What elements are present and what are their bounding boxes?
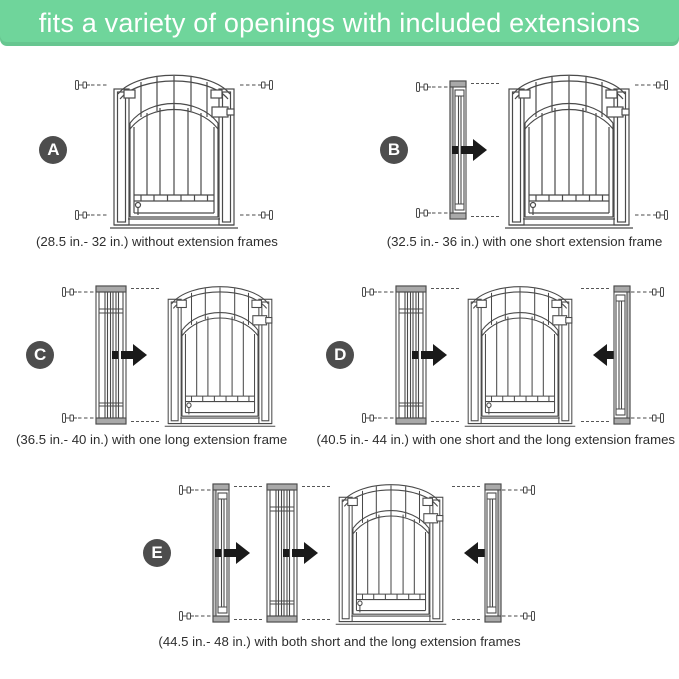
bolt-column (502, 484, 536, 622)
connector-dash (131, 421, 159, 422)
caption-a: (28.5 in.- 32 in.) without extension frames (36, 234, 278, 249)
connector-dash (302, 619, 330, 620)
pressure-bolt-icon (415, 81, 449, 93)
gate-illustration (163, 281, 277, 429)
junction-gap (230, 486, 266, 620)
junction-gap (467, 83, 503, 217)
header-banner (0, 0, 679, 46)
pressure-bolt-icon (61, 286, 95, 298)
pressure-bolt-icon (415, 207, 449, 219)
arrow-right-icon (283, 540, 319, 566)
caption-b: (32.5 in.- 36 in.) with one short extension frame (386, 234, 663, 249)
assembly-b (380, 68, 669, 232)
header-title: fits a variety of openings with included extensions (38, 7, 641, 38)
panel-a (36, 68, 278, 249)
junction-gap (448, 486, 484, 620)
badge-e: E (143, 539, 171, 567)
gate-illustration (503, 69, 635, 231)
bolt-column (178, 484, 212, 622)
pressure-bolt-icon (61, 412, 95, 424)
junction-gap (577, 288, 613, 422)
connector-dash (452, 486, 480, 487)
bolt-column (635, 79, 669, 221)
junction-gap (127, 288, 163, 422)
pressure-bolt-icon (240, 79, 274, 91)
bolt-column (415, 81, 449, 219)
assembly-e (143, 478, 536, 628)
panel-e (143, 478, 536, 649)
connector-dash (234, 619, 262, 620)
badge-a: A (39, 136, 67, 164)
connector-dash (431, 288, 459, 289)
row-3 (0, 478, 679, 649)
connector-dash (471, 216, 499, 217)
bolt-column (631, 286, 665, 424)
assembly-d (326, 280, 665, 430)
caption-c: (36.5 in.- 40 in.) with one long extension frame (16, 432, 288, 447)
gate-illustration (108, 69, 240, 231)
pressure-bolt-icon (361, 412, 395, 424)
junction-gap (298, 486, 334, 620)
connector-dash (234, 486, 262, 487)
assembly-c (26, 280, 277, 430)
panel-c (16, 280, 287, 447)
bolt-column (240, 79, 274, 221)
arrow-right-icon (452, 137, 488, 163)
row-2 (0, 280, 679, 447)
assembly-a (39, 68, 274, 232)
connector-dash (581, 421, 609, 422)
panel-b (380, 68, 669, 249)
bolt-column (74, 79, 108, 221)
caption-d: (40.5 in.- 44 in.) with one short and the long extension frames (316, 432, 675, 447)
pressure-bolt-icon (635, 209, 669, 221)
short-extension-frame (484, 483, 502, 623)
junction-gap (427, 288, 463, 422)
arrow-right-icon (412, 342, 448, 368)
row-1 (0, 68, 679, 249)
pressure-bolt-icon (635, 79, 669, 91)
caption-e: (44.5 in.- 48 in.) with both short and the long extension frames (158, 634, 521, 649)
connector-dash (452, 619, 480, 620)
pressure-bolt-icon (178, 484, 212, 496)
arrow-right-icon (112, 342, 148, 368)
bolt-column (61, 286, 95, 424)
connector-dash (302, 486, 330, 487)
bolt-column (361, 286, 395, 424)
short-extension-frame (613, 285, 631, 425)
pressure-bolt-icon (361, 286, 395, 298)
gate-illustration (334, 479, 448, 627)
connector-dash (471, 83, 499, 84)
connector-dash (131, 288, 159, 289)
pressure-bolt-icon (631, 412, 665, 424)
connector-dash (581, 288, 609, 289)
pressure-bolt-icon (502, 610, 536, 622)
badge-d: D (326, 341, 354, 369)
pressure-bolt-icon (178, 610, 212, 622)
pressure-bolt-icon (502, 484, 536, 496)
arrow-right-icon (215, 540, 251, 566)
connector-dash (431, 421, 459, 422)
badge-b: B (380, 136, 408, 164)
panel-d (317, 280, 675, 447)
pressure-bolt-icon (74, 209, 108, 221)
pressure-bolt-icon (631, 286, 665, 298)
pressure-bolt-icon (240, 209, 274, 221)
gate-illustration (463, 281, 577, 429)
pressure-bolt-icon (74, 79, 108, 91)
badge-c: C (26, 341, 54, 369)
